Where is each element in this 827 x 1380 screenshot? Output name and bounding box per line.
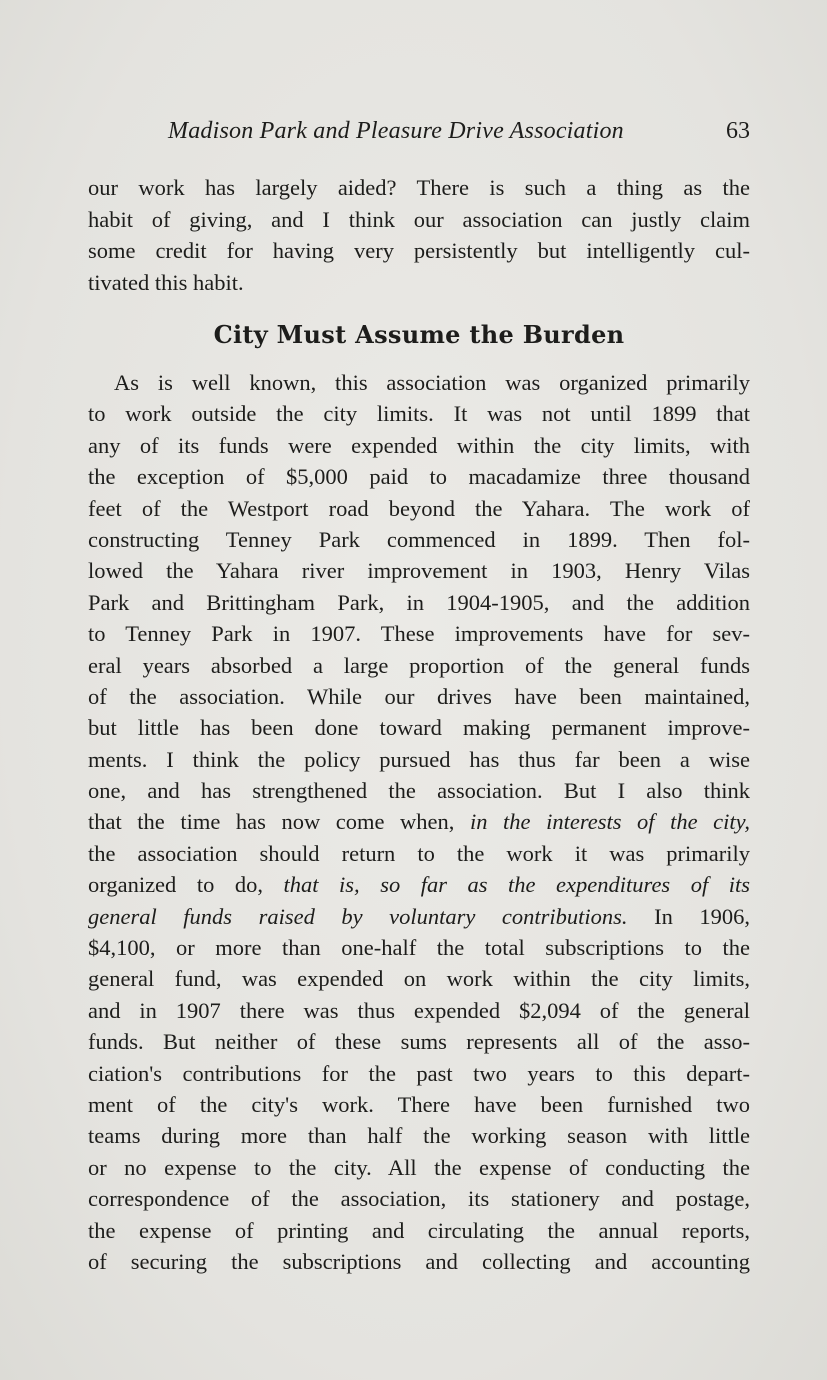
text-line: ments. I think the policy pursued has thus far been a wise xyxy=(88,746,750,772)
italic-emphasis: general funds raised by voluntary contributions. xyxy=(88,903,628,929)
text-line: ciation's contributions for the past two years to this depart- xyxy=(88,1060,750,1086)
page-number: 63 xyxy=(726,118,750,144)
text-line: one, and has strengthened the association. But I also think xyxy=(88,778,750,804)
italic-emphasis: in the interests of the city, xyxy=(469,809,750,835)
text-line: habit of giving, and I think our association can justly claim xyxy=(88,206,750,232)
text-segment: In 1906, xyxy=(627,903,750,929)
text-line: As is well known, this association was organized primarily xyxy=(114,370,750,395)
text-line: tivated this habit. xyxy=(88,269,244,295)
text-segment: organized to do, xyxy=(88,872,284,898)
text-line: but little has been done toward making permanent improve- xyxy=(88,715,750,741)
text-line: constructing Tenney Park commenced in 1899. Then fol- xyxy=(88,526,750,552)
text-line: some credit for having very persistently but intelligently cul- xyxy=(88,238,750,263)
text-line: any of its funds were expended within the city limits, with xyxy=(88,432,750,458)
text-line: the expense of printing and circulating the annual reports, xyxy=(88,1217,750,1243)
text-line: feet of the Westport road beyond the Yahara. The work of xyxy=(88,495,750,521)
running-title: Madison Park and Pleasure Drive Association xyxy=(168,118,624,144)
text-line: our work has largely aided? There is such a thing as the xyxy=(88,175,750,200)
text-line: of the association. While our drives have been maintained, xyxy=(88,683,750,709)
running-head xyxy=(88,118,750,154)
text-line xyxy=(88,806,750,837)
text-line: correspondence of the association, its stationery and postage, xyxy=(88,1186,750,1212)
section-heading: City Must Assume the Burden xyxy=(213,320,625,349)
paragraph-1 xyxy=(88,172,750,298)
text-line: teams during more than half the working season with little xyxy=(88,1123,750,1149)
text-line: lowed the Yahara river improvement in 1903, Henry Vilas xyxy=(88,558,750,584)
text-line: ment of the city's work. There have been furnished two xyxy=(88,1091,750,1117)
text-line: and in 1907 there was thus expended $2,094 of the general xyxy=(88,997,750,1023)
text-line: to work outside the city limits. It was not until 1899 that xyxy=(88,401,750,427)
text-line: or no expense to the city. All the expense of conducting the xyxy=(88,1154,750,1180)
text-line: Park and Brittingham Park, in 1904-1905, and the addition xyxy=(88,589,750,615)
text-line: to Tenney Park in 1907. These improvements have for sev- xyxy=(88,621,750,647)
text-line: of securing the subscriptions and collecting and accounting xyxy=(88,1248,750,1274)
text-segment: that the time has now come when, xyxy=(88,809,470,835)
text-line: $4,100, or more than one-half the total subscriptions to the xyxy=(88,935,750,961)
text-line xyxy=(88,869,750,900)
text-line xyxy=(88,901,750,932)
text-line: general fund, was expended on work within the city limits, xyxy=(88,966,750,992)
paragraph-2 xyxy=(88,367,750,1277)
text-line: the association should return to the work it was primarily xyxy=(88,840,750,866)
italic-emphasis: that is, so far as the expenditures of its xyxy=(283,872,750,898)
text-line: funds. But neither of these sums represents all of the asso- xyxy=(88,1029,750,1055)
text-line: the exception of $5,000 paid to macadamize three thousand xyxy=(88,464,750,490)
text-line: eral years absorbed a large proportion of the general funds xyxy=(88,652,750,678)
